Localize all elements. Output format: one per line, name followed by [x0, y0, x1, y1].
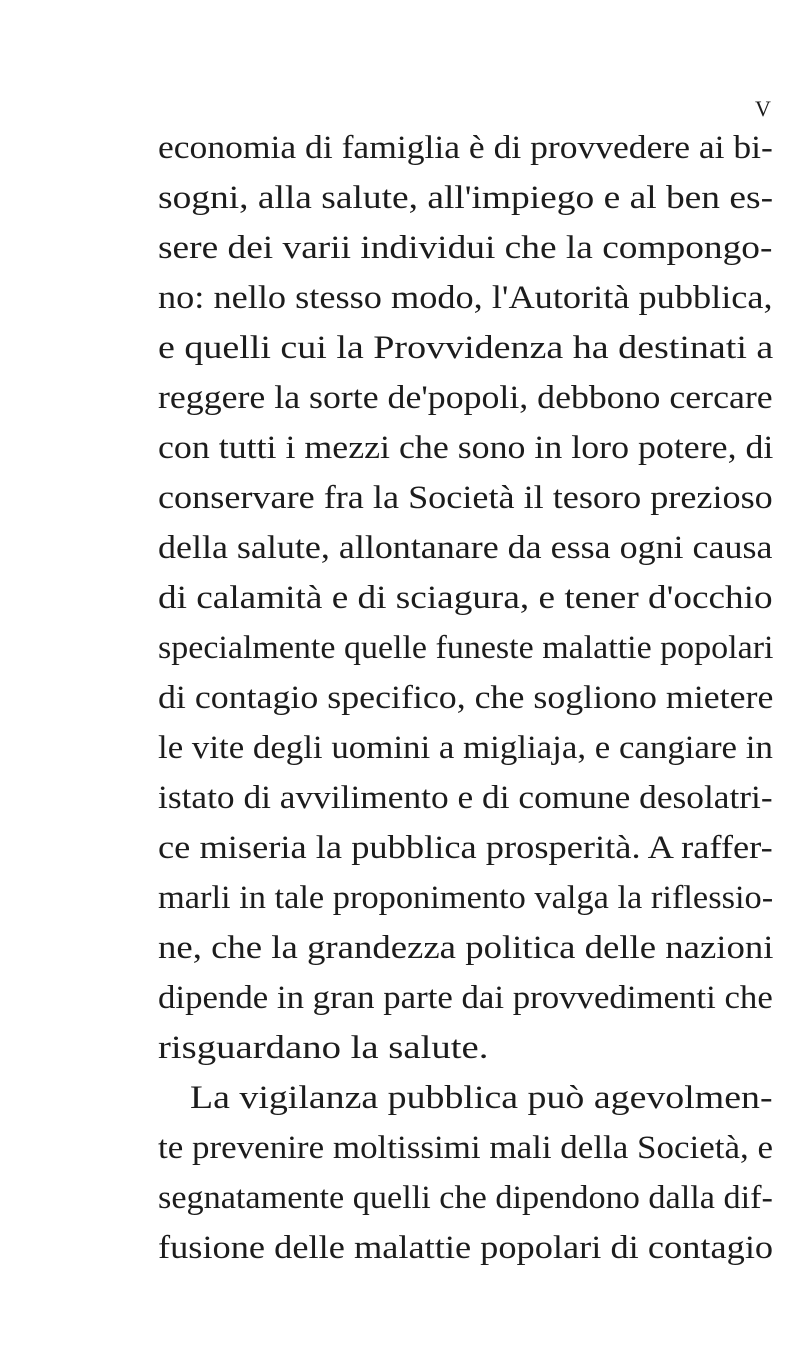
text-line: specialmente quelle funeste malattie popolari: [158, 630, 774, 666]
text-line: le vite degli uomini a migliaja, e cangiare in: [158, 730, 773, 766]
text-line: ne, che la grandezza politica delle nazioni: [158, 930, 774, 966]
text-line: no: nello stesso modo, l'Autorità pubblica,: [158, 280, 773, 316]
text-line: reggere la sorte de'popoli, debbono cercare: [158, 380, 773, 416]
text-line: di calamità e di sciagura, e tener d'occhio: [158, 580, 773, 616]
text-line: sogni, alla salute, all'impiego e al ben es-: [158, 180, 774, 216]
text-line: con tutti i mezzi che sono in loro potere, di: [158, 430, 774, 466]
text-line: conservare fra la Società il tesoro prezioso: [158, 480, 773, 516]
text-line: economia di famiglia è di provvedere ai bi-: [158, 130, 773, 166]
text-line: fusione delle malattie popolari di contagio: [158, 1230, 774, 1266]
text-line: segnatamente quelli che dipendono dalla dif-: [158, 1180, 773, 1216]
text-line: La vigilanza pubblica può agevolmen-: [190, 1080, 773, 1116]
text-line: sere dei varii individui che la compongo-: [158, 230, 773, 266]
text-line: e quelli cui la Provvidenza ha destinati a: [158, 330, 774, 366]
page-number: V: [755, 96, 771, 121]
text-line: marli in tale proponimento valga la riflessio-: [158, 880, 774, 916]
text-line: te prevenire moltissimi mali della Società, e: [158, 1130, 774, 1166]
text-line: risguardano la salute.: [158, 1030, 489, 1066]
text-line: istato di avvilimento e di comune desolatri-: [158, 780, 773, 816]
text-line: della salute, allontanare da essa ogni causa: [158, 530, 773, 566]
text-line: di contagio specifico, che sogliono mietere: [158, 680, 774, 716]
text-line: dipende in gran parte dai provvedimenti che: [158, 980, 773, 1016]
text-line: ce miseria la pubblica prosperità. A raffer-: [158, 830, 773, 866]
